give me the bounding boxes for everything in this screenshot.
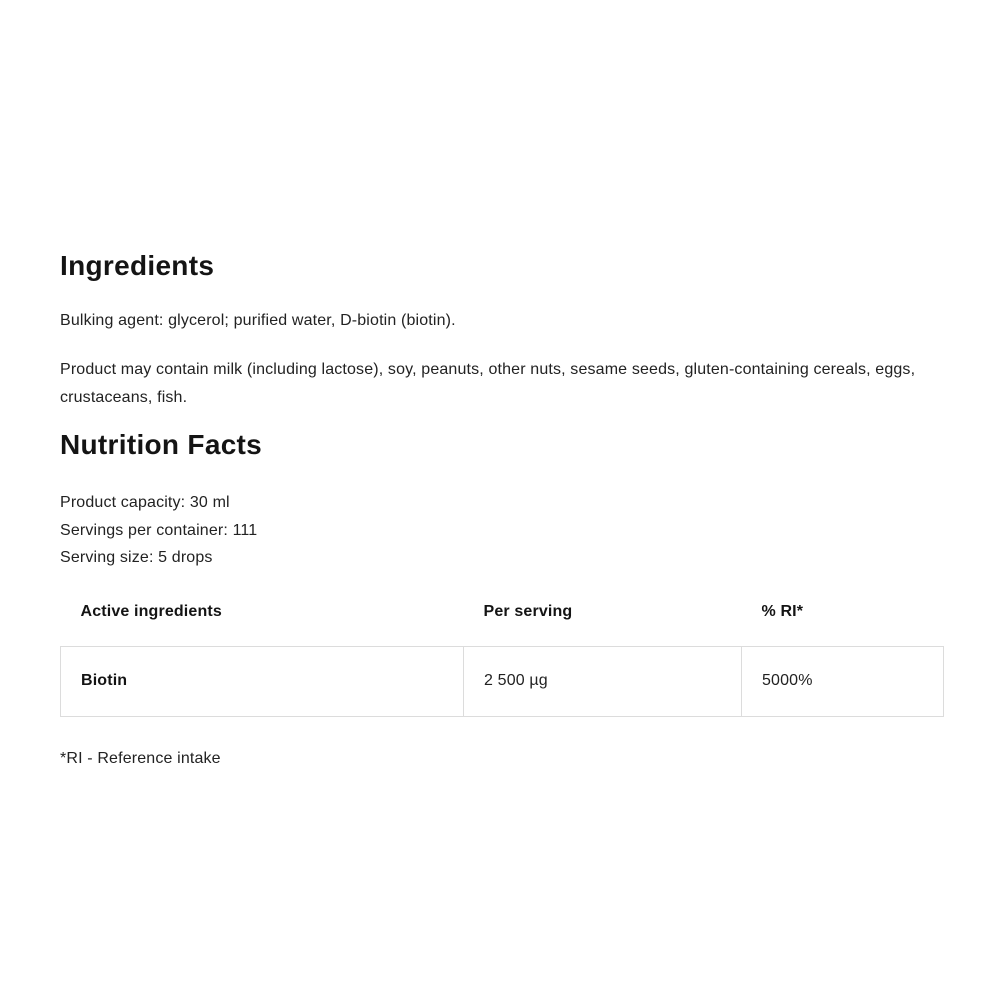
product-info-content [60,249,943,773]
product-capacity-text: Product capacity: 30 ml [60,494,230,511]
nutrition-facts-section-title: Nutrition Facts [60,429,263,460]
column-header-active-ingredients: Active ingredients [80,602,222,620]
column-header-per-serving: Per serving [483,602,573,620]
servings-per-container-text: Servings per container: 111 [60,521,258,539]
serving-size-text: Serving size: 5 drops [60,549,213,566]
column-header-percent-ri: % RI* [761,602,804,620]
cell-per-serving-amount: 2 500 µg [464,646,742,716]
nutrition-table [60,595,944,717]
serving-details [60,489,943,572]
ingredients-section-title: Ingredients [60,250,215,281]
table-row-biotin [61,646,944,716]
ingredients-composition-text: Bulking agent: glycerol; purified water, D-biotin (biotin). [60,312,456,329]
cell-percent-ri-value: 5000% [742,646,944,716]
nutrition-table-header-row [61,595,944,647]
allergen-warning-text: Product may contain milk (including lactose), soy, peanuts, other nuts, sesame seeds, gluten-containing cereals, eggs, crustaceans, fish. [60,361,916,406]
reference-intake-footnote: *RI - Reference intake [60,749,221,767]
cell-ingredient-name: Biotin [61,646,464,716]
